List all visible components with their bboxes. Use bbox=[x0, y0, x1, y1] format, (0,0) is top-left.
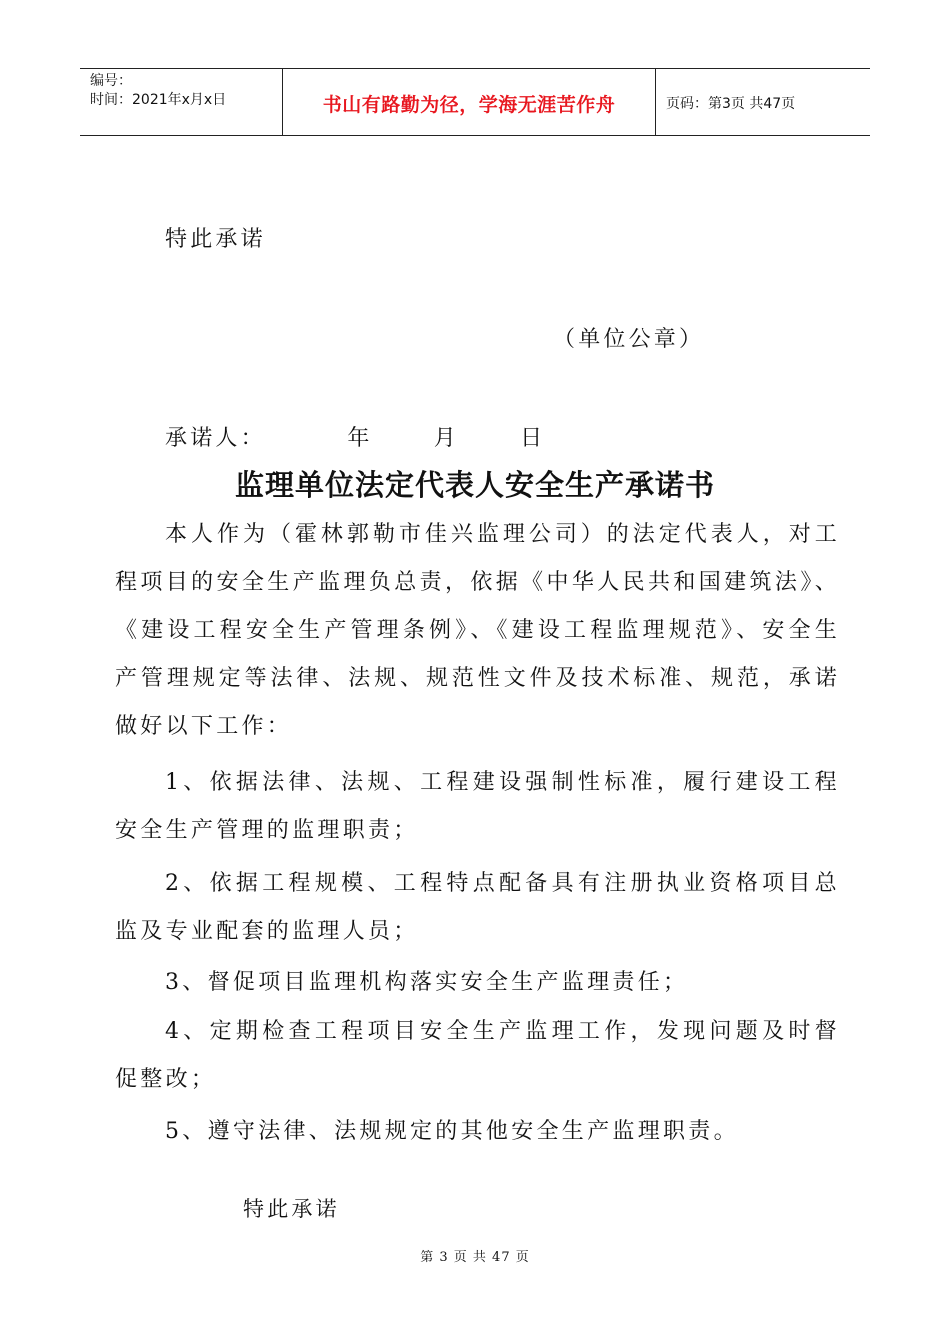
commitment-item-1: 1、依据法律、法规、工程建设强制性标准，履行建设工程安全生产管理的监理职责； bbox=[115, 770, 840, 843]
document-title: 监理单位法定代表人安全生产承诺书 bbox=[234, 468, 715, 502]
top-closing-text: 特此承诺 bbox=[165, 227, 266, 252]
header-motto: 书山有路勤为径，学海无涯苦作舟 bbox=[283, 69, 656, 135]
intro-paragraph: 本人作为（霍林郭勒市佳兴监理公司）的法定代表人，对工程项目的安全生产监理负总责，依据《中华人民共和国建筑法》、《建设工程安全生产管理条例》、《建设工程监理规范》、安全生产管理规定等法律、法规、规范性文件及技术标准、规范，承诺做好以下工作： bbox=[115, 522, 840, 739]
page-header bbox=[80, 68, 870, 136]
signature-date-line: 承诺人： 年 月 日 bbox=[165, 426, 546, 451]
commitment-item-2: 2、依据工程规模、工程特点配备具有注册执业资格项目总监及专业配套的监理人员； bbox=[115, 871, 840, 944]
document-number-label: 编号： bbox=[90, 73, 132, 89]
document-time-label: 时间：2021年x月x日 bbox=[90, 92, 227, 108]
commitment-item-4: 4、定期检查工程项目安全生产监理工作，发现问题及时督促整改； bbox=[115, 1019, 840, 1092]
page-footer-number: 第 3 页 共 47 页 bbox=[420, 1250, 530, 1265]
bottom-closing-text: 特此承诺 bbox=[243, 1197, 340, 1221]
company-seal-placeholder: （单位公章） bbox=[553, 327, 705, 352]
header-page-info: 页码：第3页 共47页 bbox=[666, 96, 796, 112]
header-meta-cell bbox=[80, 69, 283, 135]
commitment-item-5: 5、遵守法律、法规规定的其他安全生产监理职责。 bbox=[165, 1119, 739, 1144]
commitment-item-3: 3、督促项目监理机构落实安全生产监理责任； bbox=[165, 970, 689, 995]
